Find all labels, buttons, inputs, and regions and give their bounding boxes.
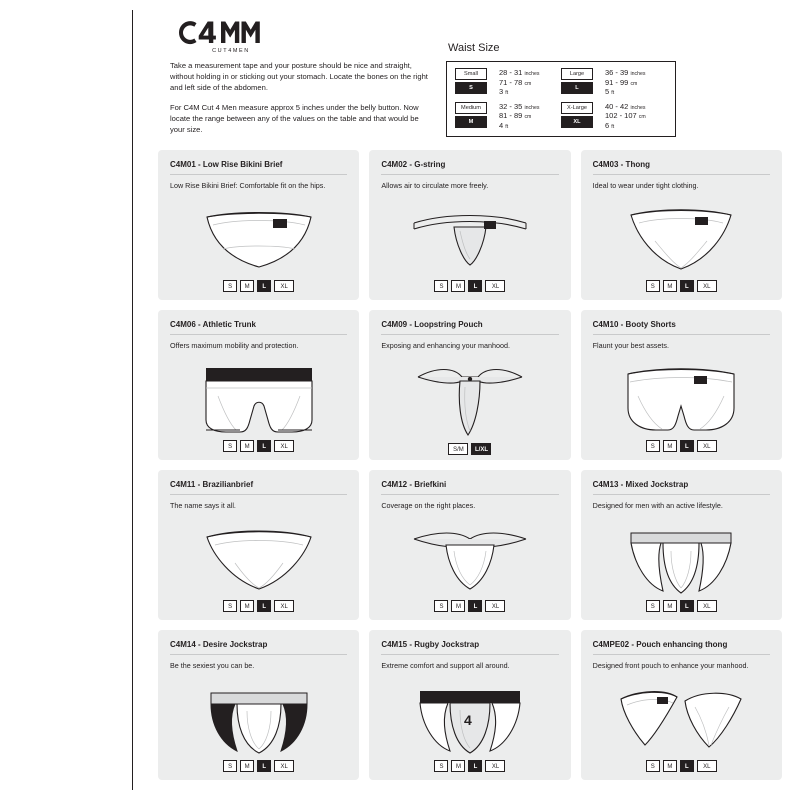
size-option[interactable]: M	[240, 760, 254, 772]
product-card[interactable]	[581, 630, 782, 780]
size-option[interactable]: XL	[274, 440, 294, 452]
vertical-divider	[132, 10, 133, 790]
size-values	[605, 102, 646, 131]
size-option[interactable]: XL	[485, 760, 505, 772]
size-options	[381, 760, 558, 772]
size-options	[381, 443, 558, 455]
product-title: C4M15 - Rugby Jockstrap	[381, 640, 558, 655]
product-grid	[158, 150, 782, 780]
size-label-badge: Medium	[455, 102, 487, 114]
bikini-brief-illustration	[170, 201, 347, 278]
size-option[interactable]: M	[451, 280, 465, 292]
size-options	[593, 760, 770, 772]
size-option[interactable]: L	[468, 600, 482, 612]
size-option[interactable]: S	[223, 440, 237, 452]
loopstring-pouch-illustration	[381, 361, 558, 441]
g-string-illustration	[381, 201, 558, 278]
size-option[interactable]: XL	[697, 440, 717, 452]
svg-text:4: 4	[463, 711, 472, 728]
size-option[interactable]: XL	[697, 600, 717, 612]
size-option[interactable]: XL	[274, 280, 294, 292]
product-card[interactable]	[158, 470, 359, 620]
size-options	[170, 440, 347, 452]
size-option[interactable]: XL	[697, 760, 717, 772]
size-option[interactable]: L	[680, 440, 694, 452]
size-label-badge: X-Large	[561, 102, 593, 114]
size-options	[170, 600, 347, 612]
size-cm: 91 - 99	[605, 77, 629, 87]
mixed-jockstrap-illustration	[593, 521, 770, 598]
size-label-badge: Small	[455, 68, 487, 80]
size-cm-unit: cm	[524, 114, 532, 120]
size-options	[593, 600, 770, 612]
size-option[interactable]: S	[434, 600, 448, 612]
product-card[interactable]	[158, 630, 359, 780]
size-option[interactable]: L	[680, 760, 694, 772]
size-ft: 6	[605, 120, 610, 130]
size-inches-unit: inches	[630, 71, 646, 77]
product-card[interactable]	[369, 470, 570, 620]
size-cm-unit: cm	[630, 80, 638, 87]
size-code-badge: L	[561, 82, 593, 94]
size-ft: 3	[499, 87, 504, 96]
brand-tagline: CUT4MEN	[212, 48, 250, 54]
size-inches: 32 - 35	[499, 101, 523, 111]
product-description: Designed for men with an active lifestyle.	[592, 501, 723, 510]
size-option[interactable]: XL	[274, 600, 294, 612]
size-options	[593, 440, 770, 452]
waist-size-box	[446, 61, 676, 137]
product-description: Offers maximum mobility and protection.	[170, 341, 299, 350]
thong-illustration	[593, 201, 770, 278]
size-options	[170, 280, 347, 292]
product-card[interactable]	[158, 310, 359, 460]
size-row	[561, 68, 667, 97]
size-ft: 4	[499, 120, 504, 130]
size-cm: 71 - 78	[499, 77, 523, 87]
product-title: C4M06 - Athletic Trunk	[170, 320, 347, 335]
product-title: C4M01 - Low Rise Bikini Brief	[170, 160, 347, 175]
product-card[interactable]	[581, 310, 782, 460]
size-option[interactable]: M	[240, 600, 254, 612]
size-option[interactable]: L	[257, 440, 271, 452]
size-option[interactable]: M	[663, 600, 677, 612]
size-option[interactable]: M	[451, 600, 465, 612]
size-option[interactable]: S	[223, 280, 237, 292]
product-description: The name says it all.	[170, 501, 236, 510]
product-title: C4M11 - Brazilianbrief	[170, 480, 347, 495]
product-description: Exposing and enhancing your manhood.	[381, 341, 510, 350]
briefkini-illustration	[381, 521, 558, 598]
product-title: C4M09 - Loopstring Pouch	[381, 320, 558, 335]
waist-size-table	[446, 42, 676, 137]
size-option[interactable]: M	[663, 440, 677, 452]
product-title: C4M12 - Briefkini	[381, 480, 558, 495]
product-description: Designed front pouch to enhance your manhood.	[592, 661, 749, 670]
size-option[interactable]: S	[223, 600, 237, 612]
product-card[interactable]	[158, 150, 359, 300]
size-option[interactable]: XL	[274, 760, 294, 772]
waist-size-column-left	[455, 68, 561, 130]
size-inches-unit: inches	[630, 104, 646, 111]
product-title: C4M03 - Thong	[593, 160, 770, 175]
product-card[interactable]	[369, 630, 570, 780]
size-values	[499, 68, 539, 97]
size-inches: 40 - 42	[605, 101, 629, 111]
desire-jockstrap-illustration	[170, 681, 347, 758]
size-option[interactable]: S	[646, 760, 660, 772]
product-description: Allows air to circulate more freely.	[381, 181, 489, 190]
size-row	[455, 68, 561, 97]
size-option[interactable]: S	[434, 280, 448, 292]
product-title: C4M13 - Mixed Jockstrap	[593, 480, 770, 495]
size-ft-unit: ft	[505, 123, 509, 130]
size-option[interactable]: L	[680, 280, 694, 292]
product-description: Low Rise Bikini Brief: Comfortable fit on the hips.	[170, 181, 326, 190]
size-cm: 102 - 107	[605, 111, 637, 120]
product-description: Ideal to wear under tight clothing.	[592, 181, 699, 190]
size-option[interactable]: M	[451, 760, 465, 772]
product-card[interactable]	[369, 310, 570, 460]
size-values	[605, 68, 645, 97]
brazilian-brief-illustration	[170, 521, 347, 598]
product-card[interactable]	[581, 150, 782, 300]
product-title: C4M10 - Booty Shorts	[593, 320, 770, 335]
waist-size-column-right	[561, 68, 667, 130]
size-code-badge: S	[455, 82, 487, 94]
size-options	[593, 280, 770, 292]
size-option[interactable]: L	[468, 760, 482, 772]
product-card[interactable]	[369, 150, 570, 300]
size-option[interactable]: L	[257, 760, 271, 772]
size-code-badge: XL	[561, 116, 593, 128]
rugby-jockstrap-illustration	[381, 681, 558, 758]
size-option[interactable]: L	[680, 600, 694, 612]
size-option[interactable]: S/M	[448, 443, 468, 455]
product-card[interactable]	[581, 470, 782, 620]
size-option[interactable]: XL	[485, 280, 505, 292]
intro-text	[170, 60, 432, 144]
booty-shorts-illustration	[593, 361, 770, 438]
size-option[interactable]: M	[240, 440, 254, 452]
size-option[interactable]: XL	[485, 600, 505, 612]
intro-paragraph-2: For C4M Cut 4 Men measure approx 5 inches under the belly button. Now locate the range between any of the values on the table and that would be your size.	[170, 103, 419, 134]
size-cm: 81 - 89	[499, 111, 523, 120]
brand-logo	[176, 20, 286, 54]
product-description: Coverage on the right places.	[381, 501, 476, 510]
size-option[interactable]: M	[240, 280, 254, 292]
athletic-trunk-illustration	[170, 361, 347, 438]
size-row	[455, 102, 561, 131]
size-inches: 36 - 39	[605, 68, 629, 77]
product-title: C4MPE02 - Pouch enhancing thong	[593, 640, 770, 655]
size-option[interactable]: S	[434, 760, 448, 772]
size-option[interactable]: L	[468, 280, 482, 292]
size-option[interactable]: S	[646, 440, 660, 452]
size-ft-unit: ft	[611, 123, 615, 130]
size-options	[381, 280, 558, 292]
header-block	[158, 14, 782, 142]
size-option[interactable]: S	[646, 600, 660, 612]
product-description: Be the sexiest you can be.	[170, 661, 255, 670]
size-option[interactable]: L	[257, 600, 271, 612]
size-cm-unit: cm	[638, 114, 646, 120]
size-inches: 28 - 31	[499, 68, 523, 77]
size-inches-unit: inches	[524, 71, 540, 77]
product-title: C4M02 - G-string	[381, 160, 558, 175]
size-code-badge: M	[455, 116, 487, 128]
size-options	[170, 760, 347, 772]
size-option[interactable]: M	[663, 280, 677, 292]
intro-paragraph-1: Take a measurement tape and your posture should be nice and straight, without holding in or sticking out your stomach. Locate the bones on the right and left side of the abdomen.	[170, 61, 428, 92]
size-row	[561, 102, 667, 131]
size-ft-unit: ft	[505, 90, 509, 96]
size-option[interactable]: L	[257, 280, 271, 292]
size-inches-unit: inches	[524, 104, 540, 111]
product-description: Flaunt your best assets.	[592, 341, 669, 350]
size-cm-unit: cm	[524, 80, 532, 87]
c4m-logo-icon	[176, 20, 260, 46]
size-option[interactable]: M	[663, 760, 677, 772]
size-option[interactable]: S	[223, 760, 237, 772]
pouch-enhancing-thong-illustration	[593, 681, 770, 758]
size-label-badge: Large	[561, 68, 593, 80]
size-ft: 5	[605, 87, 610, 96]
size-values	[499, 102, 539, 131]
size-options	[381, 600, 558, 612]
waist-size-title: Waist Size	[448, 42, 500, 54]
product-description: Extreme comfort and support all around.	[381, 661, 510, 670]
size-option[interactable]: XL	[697, 280, 717, 292]
size-option[interactable]: L/XL	[471, 443, 491, 455]
size-option[interactable]: S	[646, 280, 660, 292]
product-title: C4M14 - Desire Jockstrap	[170, 640, 347, 655]
size-ft-unit: ft	[611, 90, 615, 96]
